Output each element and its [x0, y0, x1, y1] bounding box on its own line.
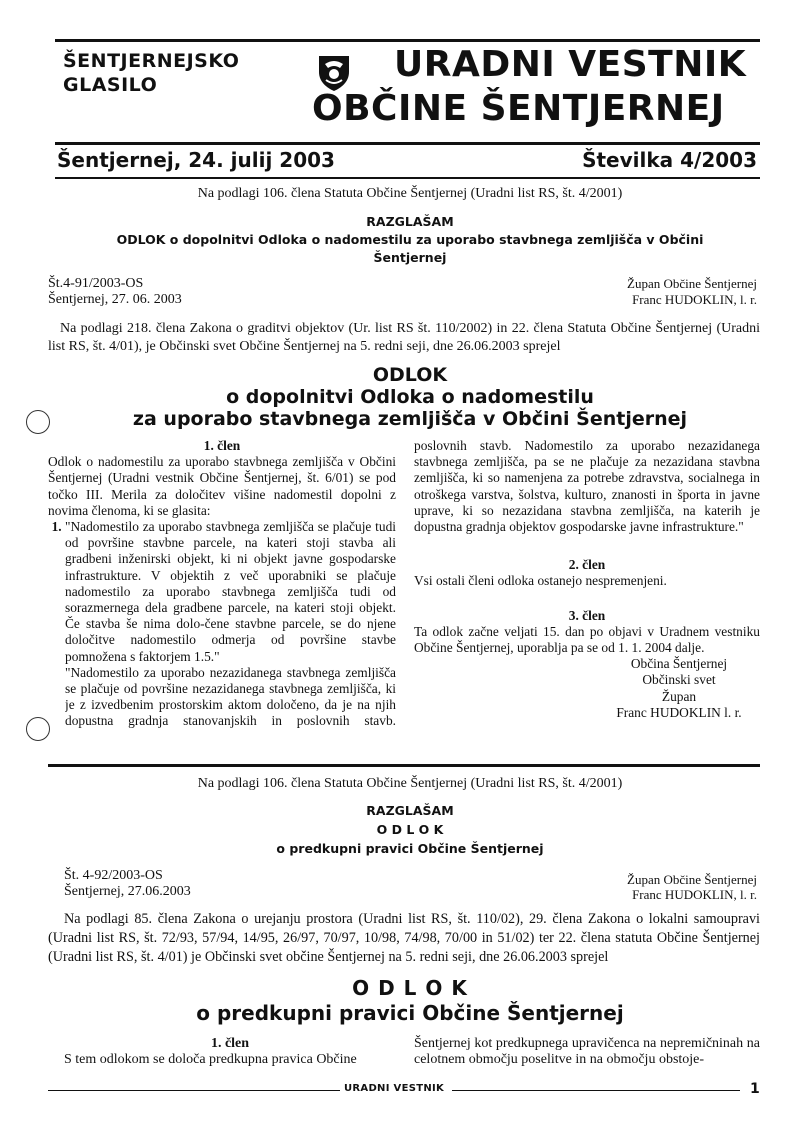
act1-item-2-continued: poslovnih stavb. Nadomestilo za uporabo nezazidanega stavbnega zemljišča, pa se ne plačuje za nezazidana stavbna zemljišča, ki so namenjena za potrebe zdravstva, socialnega in otroškega varstva, šolstva, kulturo, znanosti in športa in javne uprave, ki so nezazidana stavbna zemljišča, na katerih je dopustna gradnja objektov gospodarske javne infrastrukture." — [414, 438, 760, 535]
act1-sig-line2: Občinski svet — [642, 672, 716, 688]
act1-sig-line3: Župan — [661, 688, 697, 704]
act2-title-sub: o predkupni pravici Občine Šentjernej — [196, 1001, 624, 1025]
masthead-bottom-rule — [55, 177, 760, 179]
act1-left-column — [48, 438, 396, 729]
masthead-title-line1: URADNI VESTNIK — [394, 44, 747, 85]
act1-right-column — [414, 438, 760, 721]
act2-art1-right: Šentjernej kot predkupnega upravičenca na nepremičninah na celotnem območju poselitve in na območju obstoje- — [414, 1036, 760, 1067]
punch-hole-bottom — [26, 717, 50, 741]
punch-hole-top — [26, 410, 50, 434]
act1-razglasam: RAZGLAŠAM — [366, 214, 454, 229]
footer-label: URADNI VESTNIK — [344, 1083, 445, 1094]
act1-legal-basis: Na podlagi 218. člena Zakona o graditvi objektov (Ur. list RS št. 110/2002) in 22. člena Statuta Občine Šentjernej (Uradni list RS, št. 4/01), je Občinski svet Občine Šentjernej na 5. redni seji, dne 26.06.2003 sprejel — [48, 321, 760, 354]
act1-subject: ODLOK o dopolnitvi Odloka o nadomestilu za uporabo stavbnega zemljišča v Občini Šentjernej — [116, 232, 704, 265]
act2-signer-title: Župan Občine Šentjernej — [627, 872, 757, 887]
act1-intro: Na podlagi 106. člena Statuta Občine Šentjernej (Uradni list RS, št. 4/2001) — [197, 186, 623, 201]
act2-art1-left: S tem odlokom se določa predkupna pravica Občine — [64, 1052, 357, 1067]
act2-razglasam: RAZGLAŠAM — [366, 803, 454, 818]
act2-title: O D L O K — [352, 976, 468, 1000]
act1-item-list — [48, 519, 396, 729]
act1-art3-heading: 3. člen — [568, 607, 606, 623]
act2-subject: o predkupni pravici Občine Šentjernej — [276, 841, 544, 856]
issue-date: Šentjernej, 24. julij 2003 — [57, 148, 335, 172]
act1-art2-text: Vsi ostali členi odloka ostanejo nespremenjeni. — [414, 573, 667, 589]
act2-art1-heading: 1. člen — [210, 1036, 250, 1051]
act1-item-2: 2. "Nadomestilo za uporabo nezazidanega stavbnega zemljišča se plačuje od površine nezazidanega stavbnega zemljišča, ki je z izvedbenim prostorskim aktom določeno, da je na njih dopustna gradnja stanovanjskih in poslovnih stavb. — [65, 665, 396, 729]
act1-ref-date: Šentjernej, 27. 06. 2003 — [48, 292, 182, 307]
footer-rule-left — [48, 1090, 340, 1091]
act1-art3-text: Ta odlok začne veljati 15. dan po objavi v Uradnem vestniku Občine Šentjernej, uporablja pa se od 1. 1. 2004 dalje. — [414, 623, 760, 656]
act1-art1-text: Odlok o nadomestilu za uporabo stavbnega zemljišča v Občini Šentjernej (Uradni vestnik Občine Šentjernej, št. 6/01) se pod točko III. Merila za določitev višine nadomestil dopolni z novima členoma, ki se glasita: — [48, 454, 396, 518]
act2-signer-name: Franc HUDOKLIN, l. r. — [632, 887, 757, 902]
masthead-left-line2: GLASILO — [63, 74, 158, 96]
footer-rule-right — [452, 1090, 740, 1091]
masthead-mid-rule — [55, 142, 760, 145]
coat-of-arms-icon — [316, 52, 352, 92]
act1-signer-name: Franc HUDOKLIN, l. r. — [632, 292, 757, 307]
act2-odlok-label: O D L O K — [376, 822, 444, 837]
masthead-title-line2: OBČINE ŠENTJERNEJ — [312, 88, 725, 129]
issue-number: Številka 4/2003 — [582, 148, 757, 172]
masthead-top-rule — [55, 39, 760, 42]
act1-title-sub1: o dopolnitvi Odloka o nadomestilu — [226, 386, 594, 408]
act1-title-sub2: za uporabo stavbnega zemljišča v Občini Šentjernej — [132, 408, 688, 430]
act1-art2-heading: 2. člen — [568, 557, 606, 573]
act1-item-1: 1. "Nadomestilo za uporabo stavbnega zemljišča se plačuje tudi od površine stavbne parcele, na kateri stoji stavba ali gradbeni inženirski objekt, ki ni objekt javne gospodarske infrastrukture. V objektih z več uporabniki se plačuje nadomestilo za uporabo stavbnega zemljišča tudi od sorazmernega dela gradbene parcele, na kateri stoji objekt. Če stavba še nima dolo-čene stavbne parcele, se do njene določitve nadomestilo odmerja od površine stavbe pomnožena s faktorjem 1.5." — [65, 519, 396, 665]
act1-signer-title: Župan Občine Šentjernej — [627, 276, 757, 291]
act1-sig-line4: Franc HUDOKLIN l. r. — [616, 704, 742, 720]
page-number: 1 — [750, 1081, 760, 1097]
act1-art1-heading: 1. člen — [203, 438, 241, 453]
act1-sig-line1: Občina Šentjernej — [630, 656, 728, 672]
act1-ref-number: Št.4-91/2003-OS — [48, 276, 144, 291]
act1-title: ODLOK — [372, 364, 448, 386]
act2-legal-basis: Na podlagi 85. člena Zakona o urejanju prostora (Uradni list RS, št. 110/02), 29. člena Zakona o lokalni samoupravi (Uradni list RS, št. 72/93, 57/94, 14/95, 26/97, 70/97, 10/98, 74/98, 70/00 in 51/02) ter 22. člena statuta Občine Šentjernej (Uradni list RS, št. 4/01) je Občinski svet občine Šentjernej na 5. redni seji, dne 26.06.2003 sprejel — [48, 911, 760, 965]
act2-ref-number: Št. 4-92/2003-OS — [64, 868, 163, 883]
act2-ref-date: Šentjernej, 27.06.2003 — [64, 884, 191, 899]
act2-intro: Na podlagi 106. člena Statuta Občine Šentjernej (Uradni list RS, št. 4/2001) — [197, 776, 623, 791]
masthead-left-line1: ŠENTJERNEJSKO — [63, 50, 240, 72]
section-divider — [48, 764, 760, 767]
